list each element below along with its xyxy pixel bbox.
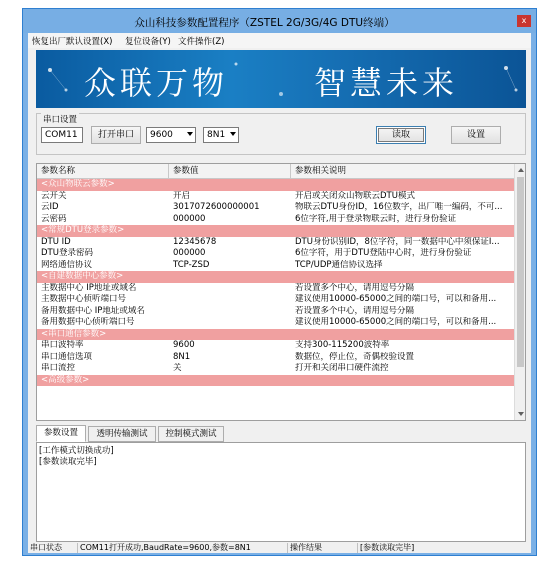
cell-description: 数据位，停止位，奇偶校验设置 xyxy=(295,351,415,362)
column-header-description[interactable]: 参数相关说明 xyxy=(295,166,347,176)
cell-name: <高级参数> xyxy=(41,374,90,385)
cell-description: 物联云DTU身份ID，16位数字，出厂唯一编码，不可... xyxy=(295,202,503,212)
tab-transparent-test[interactable]: 透明传输测试 xyxy=(88,426,156,442)
cell-value: 000000 xyxy=(173,248,206,258)
group-header-row[interactable] xyxy=(37,179,515,191)
menu-bar xyxy=(28,33,531,48)
cell-name: 主数据中心 IP地址或域名 xyxy=(41,282,137,293)
set-button[interactable]: 设置 xyxy=(451,126,501,144)
cell-name: <自建数据中心参数> xyxy=(41,271,124,281)
cell-value: 000000 xyxy=(173,213,206,224)
group-header-row[interactable] xyxy=(37,329,515,341)
column-header-value[interactable]: 参数值 xyxy=(169,164,291,179)
column-header-name[interactable]: 参数名称 xyxy=(37,164,169,179)
banner-left-text: 众联万物 xyxy=(84,64,229,102)
cell-name: 云ID xyxy=(41,202,59,212)
port-field[interactable]: COM11 xyxy=(41,127,83,143)
cell-name: 云开关 xyxy=(41,190,67,201)
cell-name: 串口通信选项 xyxy=(41,351,93,362)
banner-image xyxy=(36,50,526,108)
cell-value: 关 xyxy=(173,363,182,373)
client-area xyxy=(28,33,531,552)
table-row[interactable] xyxy=(37,340,515,352)
banner-right-text: 智慧未来 xyxy=(314,64,459,102)
table-row[interactable] xyxy=(37,214,515,226)
cell-description: DTU身份识别ID，8位字符，同一数据中心中须保证I... xyxy=(295,236,500,247)
status-label-result: 操作结果 xyxy=(288,543,358,553)
cell-name: 备用数据中心 IP地址或域名 xyxy=(41,305,145,316)
cell-description: 6位字符,用于登录物联云时，进行身份验证 xyxy=(295,213,457,224)
cell-description: 建议使用10000-65000之间的端口号，可以和备用... xyxy=(295,294,497,304)
window-title: 众山科技参数配置程序（ZSTEL 2G/3G/4G DTU终端） xyxy=(134,17,395,29)
cell-name: 主数据中心侦听端口号 xyxy=(41,294,127,304)
cell-description: 支持300-115200波特率 xyxy=(295,340,390,350)
scroll-thumb[interactable] xyxy=(517,177,524,367)
cell-description: 打开和关闭串口硬件流控 xyxy=(295,363,389,373)
cell-value: 9600 xyxy=(173,340,195,350)
table-row[interactable] xyxy=(37,202,515,214)
cell-value: 12345678 xyxy=(173,236,217,247)
table-row[interactable] xyxy=(37,237,515,249)
cell-name: <常规DTU登录参数> xyxy=(41,225,125,235)
parameter-grid xyxy=(36,163,526,421)
cell-name: 串口流控 xyxy=(41,363,76,373)
cell-description: 若设置多个中心，请用逗号分隔 xyxy=(295,305,415,316)
serial-settings-group xyxy=(36,113,526,155)
format-value: 8N1 xyxy=(207,130,226,140)
log-line: [工作模式切换成功] xyxy=(39,446,114,456)
title-bar[interactable] xyxy=(23,9,536,33)
tab-control-mode-test[interactable]: 控制模式测试 xyxy=(158,426,224,442)
log-line: [参数读取完毕] xyxy=(39,457,97,467)
table-row[interactable] xyxy=(37,191,515,203)
cell-description: 建议使用10000-65000之间的端口号，可以和备用... xyxy=(295,317,497,327)
table-row[interactable] xyxy=(37,306,515,318)
status-label-port: 串口状态 xyxy=(28,543,78,553)
table-row[interactable] xyxy=(37,363,515,375)
cell-name: <串口通信参数> xyxy=(41,328,107,339)
cell-value: 开启 xyxy=(173,190,191,201)
status-value-result: [参数读取完毕] xyxy=(360,543,415,552)
serial-group-label: 串口设置 xyxy=(43,115,78,125)
cell-name: 串口波特率 xyxy=(41,340,84,350)
menu-reset-device[interactable]: 复位设备(Y) xyxy=(125,37,171,47)
read-button[interactable]: 读取 xyxy=(376,126,426,144)
cell-value: 3017072600000001 xyxy=(173,202,260,212)
app-window xyxy=(22,8,537,556)
status-bar xyxy=(28,543,531,553)
log-output[interactable] xyxy=(36,442,526,542)
cell-value: 8N1 xyxy=(173,351,191,362)
scroll-down-icon[interactable] xyxy=(518,412,524,416)
status-value-port: COM11打开成功,BaudRate=9600,参数=8N1 xyxy=(78,543,288,553)
open-port-button[interactable]: 打开串口 xyxy=(91,126,141,144)
scroll-up-icon[interactable] xyxy=(518,168,524,172)
chevron-down-icon xyxy=(230,132,236,136)
cell-description: TCP/UDP通信协议选择 xyxy=(295,259,383,270)
table-row[interactable] xyxy=(37,317,515,329)
menu-restore-defaults[interactable]: 恢复出厂默认设置(X) xyxy=(32,37,113,47)
table-row[interactable] xyxy=(37,283,515,295)
table-row[interactable] xyxy=(37,352,515,364)
cell-name: 备用数据中心侦听端口号 xyxy=(41,317,135,327)
grid-header xyxy=(37,164,515,179)
cell-name: DTU登录密码 xyxy=(41,248,93,258)
table-row[interactable] xyxy=(37,248,515,260)
cell-value: TCP-ZSD xyxy=(173,259,210,270)
close-button[interactable]: x xyxy=(517,15,531,27)
group-header-row[interactable] xyxy=(37,271,515,283)
cell-description: 6位字符，用于DTU登陆中心时，进行身份验证 xyxy=(295,248,472,258)
cell-name: DTU ID xyxy=(41,236,71,247)
table-row[interactable] xyxy=(37,260,515,272)
cell-name: <众山物联云参数> xyxy=(41,179,115,189)
baud-select[interactable] xyxy=(146,127,196,143)
menu-file-operations[interactable]: 文件操作(Z) xyxy=(178,37,225,47)
cell-description: 若设置多个中心，请用逗号分隔 xyxy=(295,282,415,293)
tab-parameter-settings[interactable]: 参数设置 xyxy=(36,425,86,442)
table-row[interactable] xyxy=(37,294,515,306)
chevron-down-icon xyxy=(187,132,193,136)
group-header-row[interactable] xyxy=(37,225,515,237)
format-select[interactable] xyxy=(203,127,239,143)
baud-value: 9600 xyxy=(150,130,173,140)
grid-rows xyxy=(37,179,515,421)
cell-name: 云密码 xyxy=(41,213,67,224)
vertical-scrollbar[interactable] xyxy=(514,164,525,420)
group-header-row[interactable] xyxy=(37,375,515,387)
cell-name: 网络通信协议 xyxy=(41,259,93,270)
cell-description: 开启或关闭众山物联云DTU模式 xyxy=(295,190,415,201)
